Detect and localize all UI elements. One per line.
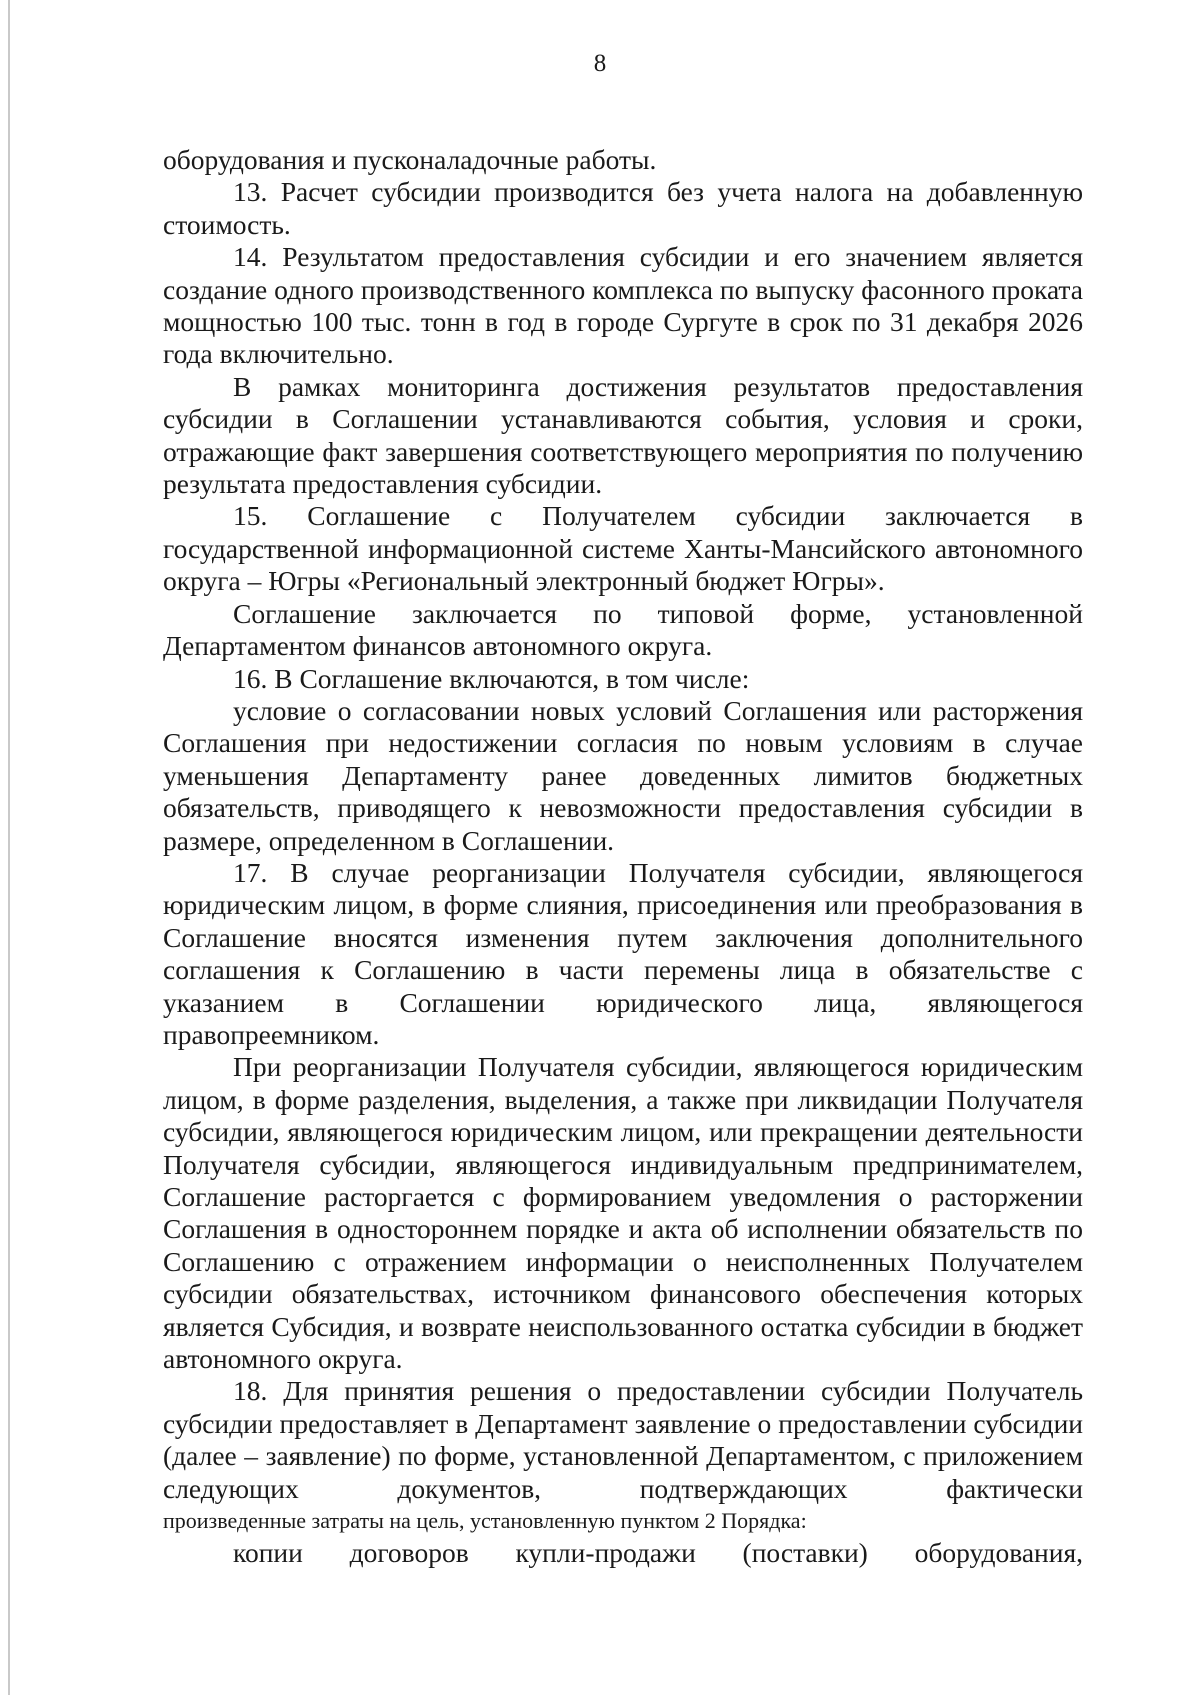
- paragraph-17-reorganization: 17. В случае реорганизации Получателя субсидии, являющегося юридическим лицом, в форме слияния, присоединения или преобразования в Соглашение вносятся изменения путем заключения дополнительного соглашения к Соглашению в части перемены лица в обязательстве с указанием в Соглашении юридического лица, являющегося правопреемником.: [163, 856, 1083, 1050]
- paragraph-equipment-commissioning: оборудования и пусконаладочные работы.: [163, 144, 657, 175]
- paragraph-14-result: 14. Результатом предоставления субсидии и его значением является создание одного производственного комплекса по выпуску фасонного проката мощностью 100 тыс. тонн в год в городе Сургуте в срок по 31 декабря 2026 года включительно.: [163, 241, 1083, 370]
- paragraph-contract-copies: копии договоров купли-продажи (поставки) оборудования,: [233, 1537, 1083, 1569]
- paragraph-terms-condition: условие о согласовании новых условий Соглашения или расторжения Соглашения при недостижении согласия по новым условиям в случае уменьшения Департаменту ранее доведенных лимитов бюджетных обязательств, приводящего к невозможности предоставления субсидии в размере, определенном в Соглашении.: [163, 694, 1083, 856]
- paragraph-18-application: 18. Для принятия решения о предоставлении субсидии Получатель субсидии предоставляет в Департамент заявление о предоставлении субсидии (далее – заявление) по форме, установленной Департаментом, с приложением следующих документов, подтверждающих фактически: [163, 1375, 1083, 1504]
- paragraph-15-agreement: 15. Соглашение с Получателем субсидии заключается в государственной информационной системе Ханты-Мансийского автономного округа – Югры «Региональный электронный бюджет Югры».: [163, 500, 1083, 597]
- paragraph-monitoring: В рамках мониторинга достижения результатов предоставления субсидии в Соглашении устанавливаются события, условия и сроки, отражающие факт завершения соответствующего мероприятия по получению результата предоставления субсидии.: [163, 370, 1083, 500]
- paragraph-13-vat: 13. Расчет субсидии производится без учета налога на добавленную стоимость.: [163, 176, 1083, 240]
- paragraph-standard-form: Соглашение заключается по типовой форме, установленной Департаментом финансов автономного округа.: [163, 597, 1083, 662]
- document-body: [163, 144, 1083, 1570]
- page-edge-divider: [8, 0, 10, 1695]
- paragraph-termination: При реорганизации Получателя субсидии, являющегося юридическим лицом, в форме разделения, выделения, а также при ликвидации Получателя субсидии, являющегося юридическим лицом, или прекращении деятельности Получателя субсидии, являющегося индивидуальным предпринимателем, Соглашение расторгается с формированием уведомления о расторжении Соглашения в одностороннем порядке и акта об исполнении обязательств по Соглашению с отражением информации о неисполненных Получателем субсидии обязательствах, источником финансового обеспечения которых является Субсидия, и возврате неиспользованного остатка субсидии в бюджет автономного округа.: [163, 1051, 1083, 1375]
- page-number: 8: [593, 50, 607, 77]
- paragraph-16-contents: 16. В Соглашение включаются, в том числе:: [233, 662, 750, 694]
- paragraph-18-application-end: произведенные затраты на цель, установленную пунктом 2 Порядка:: [163, 1508, 807, 1534]
